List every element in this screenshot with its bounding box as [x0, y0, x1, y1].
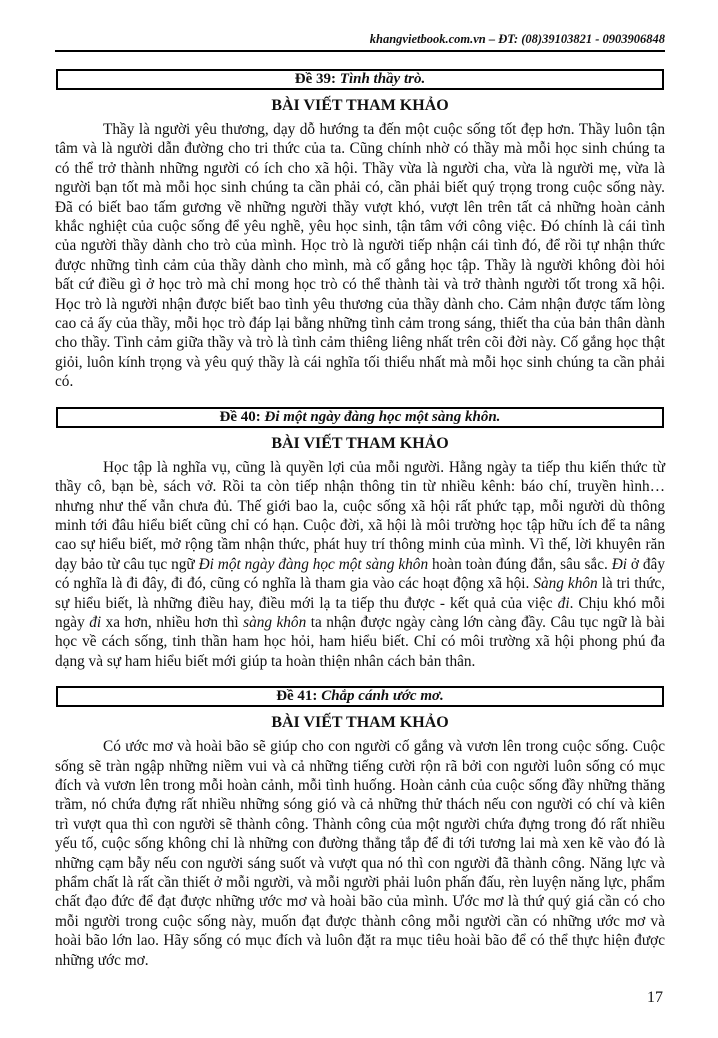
page-number: 17 — [647, 989, 663, 1007]
term: đi — [89, 613, 102, 631]
header-rule — [55, 50, 665, 52]
text: xa hơn, nhiều hơn thì — [101, 613, 244, 631]
text: ta nhận được ngày càng lớn càng đầy. Câu tục ngữ là bài học về cách sống, tinh thần ham học hỏi, ham hiểu biết. Chỉ có môi trường xã hội phong phú đa dạng và sự ham hiểu biết mới giúp ta hoàn thiện nhân cách bản thân. — [55, 613, 665, 670]
section-heading: BÀI VIẾT THAM KHẢO — [271, 434, 449, 452]
section-39 — [55, 69, 665, 392]
essay-paragraph — [55, 458, 665, 671]
topic-label: Đề 39: — [294, 71, 337, 87]
term: Sàng khôn — [533, 575, 598, 593]
text: ở đây có nghĩa là đi đây, đi đó, cũng có nghĩa là tham gia vào các hoạt động xã hội. — [55, 555, 665, 593]
topic-box-41 — [56, 686, 664, 707]
section-heading: BÀI VIẾT THAM KHẢO — [271, 714, 449, 732]
term: sàng khôn — [243, 613, 307, 631]
section-41 — [55, 686, 665, 970]
topic-label: Đề 40: — [219, 408, 261, 425]
topic-box-40 — [56, 407, 664, 428]
page-header: khangvietbook.com.vn – ĐT: (08)39103821 - 0903906848 — [369, 32, 665, 46]
essay-paragraph: Có ước mơ và hoài bão sẽ giúp cho con người cố gắng và vươn lên trong cuộc sống. Cuộc sống sẽ tràn ngập những niềm vui và cả những tiếng cười rộn rã bởi con người luôn sống có mục đích và vươn lên trong mỗi hoàn cảnh, mỗi tình huống. Hoàn cảnh của cuộc sống đầy những thăng trầm, nó chứa đựng rất nhiều những sóng gió và cả những thử thách nếu con người có chí và kiên trì vượt qua thì con người sẽ thành công. Thành công của một người chứa đựng trong đó rất nhiều yếu tố, cuộc sống không chỉ là những con đường thẳng tắp để đi tới tương lai mà xen kẽ vào đó là những cạm bẫy nếu con người sáng suốt và vượt qua nó thì con người đã thành công. Năng lực và phẩm chất là rất cần thiết ở mỗi người, và mỗi người phải luôn phấn đấu, rèn luyện năng lực, phẩm chất đạo đức để đạt được những ước mơ và hoài bão của mình. Ước mơ là thứ quý giá cần có cho mỗi người trong cuộc sống này, muốn đạt được thành công mỗi người cần có những ước mơ và hoài bão lớn lao. Hãy sống có mục đích và luôn đặt ra mục tiêu hoài bão để có thể thực hiện được những ước mơ. — [55, 738, 665, 969]
text: . Chịu khó mỗi ngày — [55, 594, 665, 631]
text: Học tập là nghĩa vụ, cũng là quyền lợi của mỗi người. Hằng ngày ta tiếp thu kiến thức từ thầy cô, bạn bè, sách vở. Rồi ta còn tiếp nhận thông tin từ nhiều kênh: báo chí, truyền hình… nhưng như thế vẫn chưa đủ. Thế giới bao la, cuộc sống xã hội rất phức tạp, mỗi người dù thông minh tới đâu hiểu biết cũng chỉ có hạn. Cuộc đời, xã hội là môi trường học tập hữu ích để ta nâng cao sự hiểu biết, mở rộng tầm nhận thức, phát huy trí thông minh của mình. Vì thế, lời khuyên răn dạy bảo từ câu tục ngữ — [55, 458, 665, 573]
topic-box-39 — [56, 69, 664, 90]
term: Đi — [611, 555, 628, 573]
section-40 — [55, 407, 665, 671]
topic-title: Đi một ngày đàng học một sàng khôn. — [264, 408, 501, 425]
proverb: Đi một ngày đàng học một sàng khôn — [198, 555, 429, 573]
term: đi — [557, 594, 570, 612]
topic-title: Chắp cánh ước mơ. — [321, 688, 444, 705]
topic-label: Đề 41: — [276, 688, 318, 705]
section-heading: BÀI VIẾT THAM KHẢO — [271, 97, 449, 114]
topic-title: Tình thầy trò. — [339, 71, 426, 87]
essay-paragraph: Thầy là người yêu thương, dạy dỗ hướng ta đến một cuộc sống tốt đẹp hơn. Thầy luôn tận tâm và là người dẫn đường cho tri thức của ta. Cũng chính nhờ có thầy mà mỗi học sinh chúng ta có thể trở thành những người có ích cho xã hội. Thầy vừa là người cha, vừa là người mẹ, vừa là người bạn tốt mà mỗi học sinh chúng ta cần phải có, cần phải biết quý trọng trong cuộc sống này. Đã có biết bao tấm gương về những người thầy vượt khó, vượt lên trên tất cả những hoàn cảnh khắc nghiệt của cuộc sống để yêu nghề, yêu học sinh, tận tâm với công việc. Đó chính là cái tình của người thầy dành cho trò của mình. Học trò là người tiếp nhận cái tình đó, để rồi tự nhận thức được những tình cảm của thầy dành cho mình, mà cố gắng học tập. Thầy là người không đòi hỏi bất cứ điều gì ở học trò mà chỉ mong học trò có thể thành tài và trở thành người tốt trong xã hội. Học trò là người nhận được biết bao tình yêu thương của thầy dành cho. Cảm nhận được tấm lòng cao cả ấy của thầy, mỗi học trò đáp lại bằng những tình cảm trong sáng, thiết tha của bản thân dành cho thầy. Tình cảm giữa thầy và trò là tình cảm thiêng liêng nhất trên cõi đời này. Cố gắng học thật giỏi, luôn kính trọng và yêu quý thầy là cái nghĩa tối thiểu nhất mà mỗi học sinh chúng ta cần phải có. — [55, 121, 665, 391]
text: là tri thức, sự hiểu biết, là những điều hay, điều mới lạ ta tiếp thu được - kết quả của việc — [55, 575, 665, 612]
text: hoàn toàn đúng đắn, sâu sắc. — [428, 555, 612, 573]
